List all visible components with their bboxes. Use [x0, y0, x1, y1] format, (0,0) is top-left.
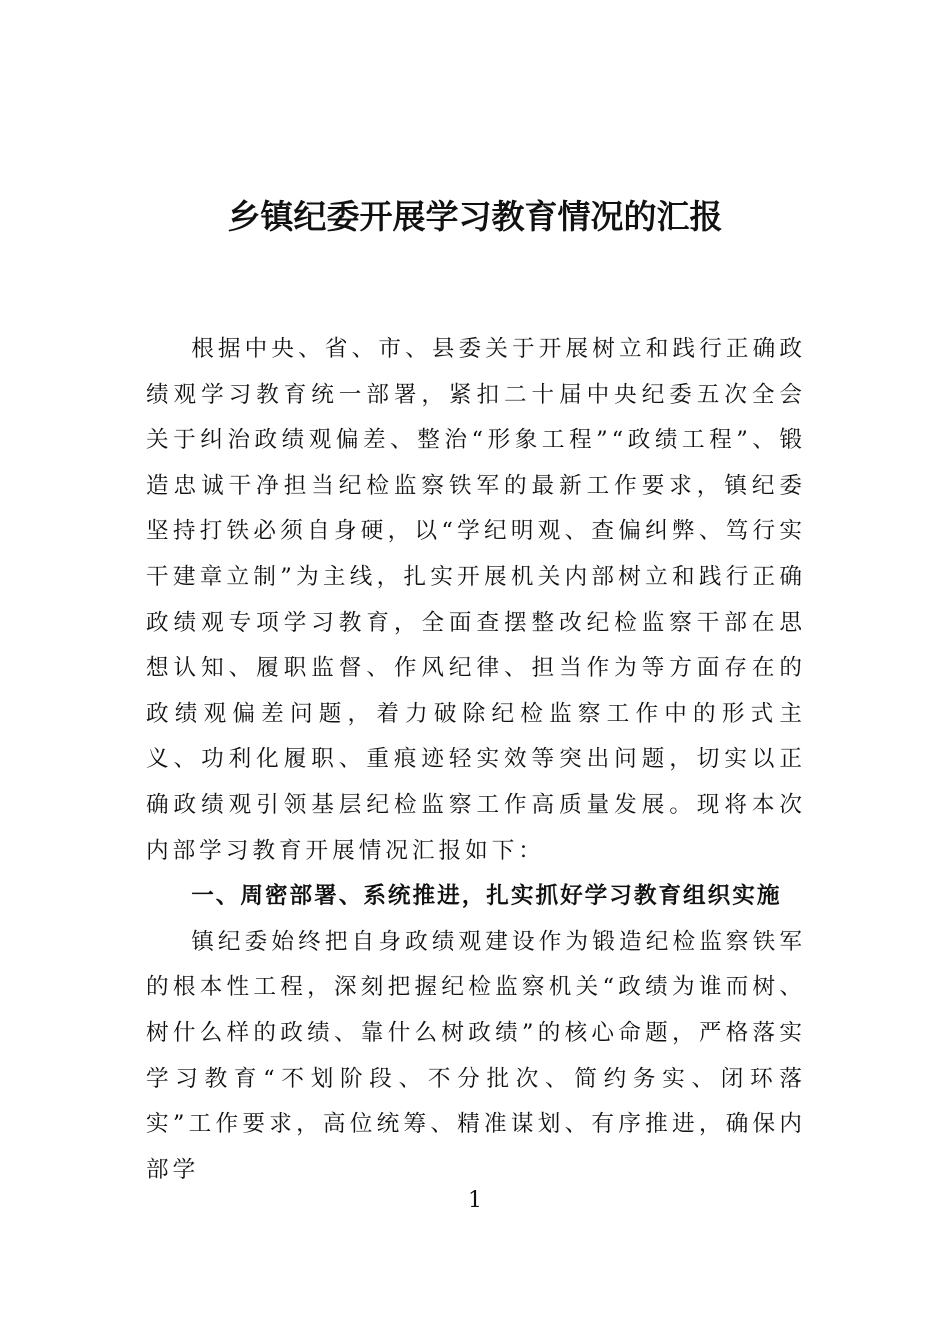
document-body: [146, 327, 806, 1193]
document-title: 乡镇纪委开展学习教育情况的汇报: [227, 197, 723, 236]
intro-paragraph: 根据中央、省、市、县委关于开展树立和践行正确政绩观学习教育统一部署，紧扣二十届中央纪委五次全会关于纠治政绩观偏差、整治“形象工程”“政绩工程”、锻造忠诚干净担当纪检监察铁军的最新工作要求，镇纪委坚持打铁必须自身硬，以“学纪明观、查偏纠弊、笃行实干建章立制”为主线，扎实开展机关内部树立和践行正确政绩观专项学习教育，全面查摆整改纪检监察干部在思想认知、履职监督、作风纪律、担当作为等方面存在的政绩观偏差问题，着力破除纪检监察工作中的形式主义、功利化履职、重痕迹轻实效等突出问题，切实以正确政绩观引领基层纪检监察工作高质量发展。现将本次内部学习教育开展情况汇报如下：: [146, 336, 806, 864]
section-heading-1: 一、周密部署、系统推进，扎实抓好学习教育组织实施: [191, 883, 782, 910]
page-number: 1: [468, 1188, 482, 1213]
section-1-paragraph: 镇纪委始终把自身政绩观建设作为锻造纪检监察铁军的根本性工程，深刻把握纪检监察机关“政绩为谁而树、树什么样的政绩、靠什么树政绩”的核心命题，严格落实学习教育“不划阶段、不分批次、简约务实、闭环落实”工作要求，高位统筹、精准谋划、有序推进，确保内部学: [146, 928, 806, 1183]
